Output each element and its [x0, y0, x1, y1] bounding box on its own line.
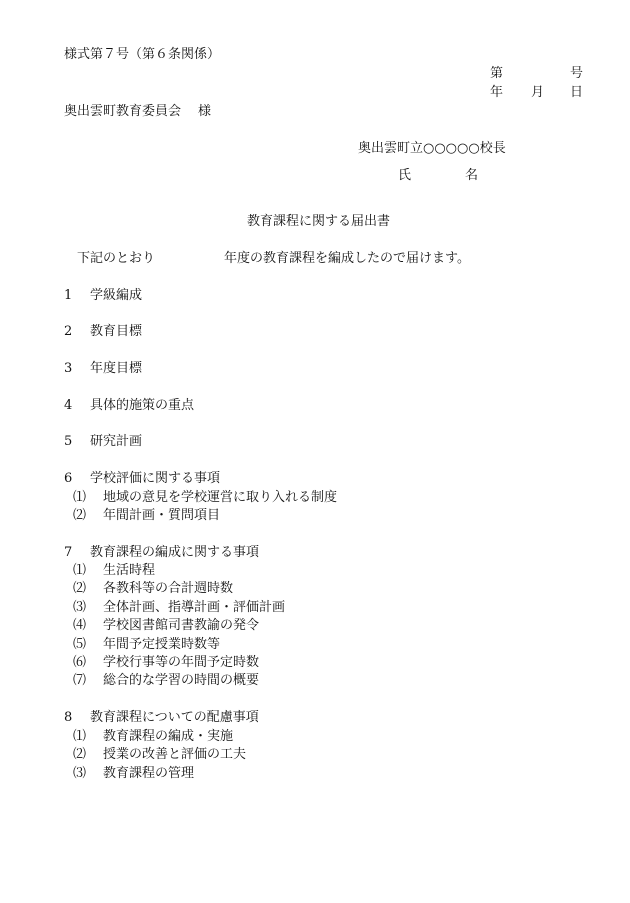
section-number: 3: [64, 361, 73, 376]
item-label: 教育課程の管理: [103, 766, 195, 781]
item-number: ⑸: [73, 637, 87, 652]
addressee-honorific: 様: [198, 104, 212, 119]
section-5: [64, 434, 142, 450]
item-label: 学校行事等の年間予定時数: [103, 655, 260, 670]
section-8: [64, 710, 259, 726]
intro-before: 下記のとおり: [77, 251, 156, 266]
section-4: [64, 398, 194, 414]
item-label: 教育課程の編成・実施: [103, 729, 234, 744]
item-number: ⑴: [73, 563, 87, 578]
section-label: 研究計画: [90, 434, 143, 449]
addressee-org: 奥出雲町教育委員会: [64, 104, 182, 119]
number-go: 号: [570, 66, 584, 81]
section-number: 4: [64, 398, 73, 413]
item-label: 授業の改善と評価の工夫: [103, 747, 247, 762]
section-7-item-3: [73, 600, 285, 616]
item-label: 全体計画、指導計画・評価計画: [103, 600, 286, 615]
intro-after: 年度の教育課程を編成したので届けます。: [224, 251, 470, 266]
section-8-item-3: [73, 766, 194, 782]
form-label: 様式第７号（第６条関係）: [64, 47, 221, 62]
item-label: 総合的な学習の時間の概要: [103, 673, 260, 688]
sender-shi: 氏: [398, 168, 412, 183]
item-label: 学校図書館司書教諭の発令: [103, 618, 260, 633]
section-label: 教育目標: [90, 324, 143, 339]
item-number: ⑷: [73, 618, 87, 633]
section-number: 8: [64, 710, 73, 725]
section-7-item-6: [73, 655, 259, 671]
section-number: 1: [64, 288, 73, 303]
item-number: ⑹: [73, 655, 87, 670]
section-7-item-5: [73, 637, 220, 653]
section-3: [64, 361, 142, 377]
section-7-item-1: [73, 563, 155, 579]
item-label: 各教科等の合計週時数: [103, 581, 234, 596]
item-label: 年間予定授業時数等: [103, 637, 221, 652]
item-number: ⑺: [73, 673, 87, 688]
section-1: [64, 288, 142, 304]
section-6-item-2: [73, 508, 220, 524]
number-dai: 第: [490, 66, 504, 81]
section-8-item-2: [73, 747, 246, 763]
section-label: 具体的施策の重点: [90, 398, 195, 413]
section-2: [64, 324, 142, 340]
section-label: 学級編成: [90, 288, 143, 303]
section-7-item-2: [73, 581, 233, 597]
section-7-item-7: [73, 673, 259, 689]
section-label: 教育課程の編成に関する事項: [90, 545, 260, 560]
item-number: ⑴: [73, 729, 87, 744]
section-6: [64, 471, 220, 487]
item-number: ⑵: [73, 747, 87, 762]
section-label: 教育課程についての配慮事項: [90, 710, 259, 725]
item-label: 生活時程: [103, 563, 156, 578]
section-7: [64, 545, 259, 561]
item-number: ⑵: [73, 508, 87, 523]
section-7-item-4: [73, 618, 259, 634]
item-label: 年間計画・質問項目: [103, 508, 221, 523]
section-label: 年度目標: [90, 361, 143, 376]
section-number: 5: [64, 434, 73, 449]
item-number: ⑵: [73, 581, 87, 596]
section-6-item-1: [73, 490, 337, 506]
section-number: 2: [64, 324, 73, 339]
section-number: 7: [64, 545, 73, 560]
document-title: 教育課程に関する届出書: [247, 214, 391, 229]
date-month: 月: [531, 85, 545, 100]
date-year: 年: [490, 85, 504, 100]
section-label: 学校評価に関する事項: [90, 471, 221, 486]
item-number: ⑴: [73, 490, 87, 505]
item-number: ⑶: [73, 766, 87, 781]
sender-school: 奥出雲町立○○○○○校長: [358, 141, 506, 156]
section-8-item-1: [73, 729, 233, 745]
item-number: ⑶: [73, 600, 87, 615]
item-label: 地域の意見を学校運営に取り入れる制度: [103, 490, 338, 505]
date-day: 日: [570, 85, 584, 100]
sender-mei: 名: [465, 168, 479, 183]
section-number: 6: [64, 471, 73, 486]
